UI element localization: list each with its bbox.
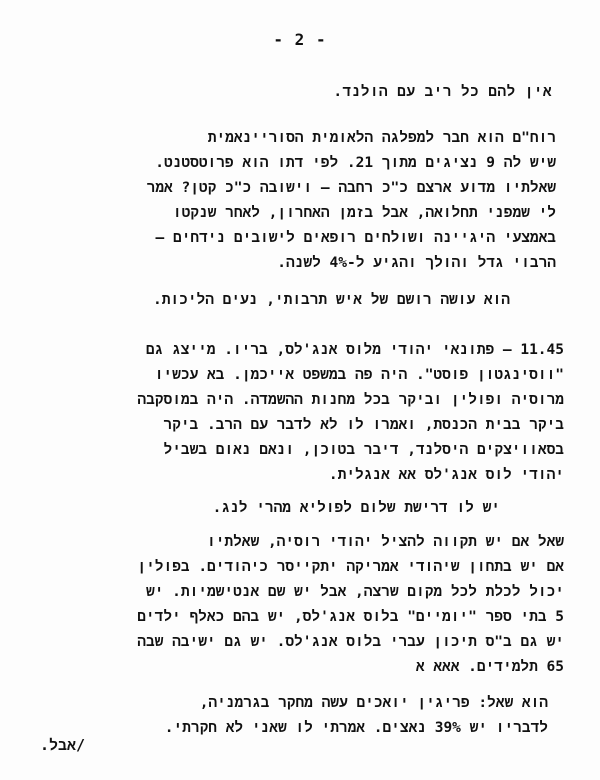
- paragraph-6-line-5: יש גם ב"ס תיכון עברי בלוס אנג'לס. יש גם ישיבה שבה: [137, 634, 564, 650]
- paragraph-6-line-3: יכול לכלת לכל מקום שרצה, אבל יש שם אנטישמיות. יש: [146, 584, 564, 600]
- paragraph-1-line-1: אין להם כל ריב עם הולנד.: [333, 84, 552, 100]
- paragraph-2-line-4: לי שמפני תחלואה, אבל בזמן האחרון, לאחר שנקטו: [172, 205, 556, 221]
- page-number: - 2 -: [273, 30, 327, 49]
- paragraph-3-line-1: הוא עושה רושם של איש תרבותי, נעים הליכות.: [152, 292, 510, 308]
- paragraph-6-line-1: שאל אם יש תקווה להציל יהודי רוסיה, שאלתיו: [207, 534, 564, 550]
- paragraph-4-line-5: בסאוויצקים היסלנד, דיבר בטוכן, ונאם נאום בשביל: [163, 442, 564, 458]
- paragraph-5-line-1: יש לו דרישת שלום לפוליא מהרי לנג.: [212, 500, 500, 516]
- paragraph-6-line-2: אם יש בתחון שיהודי אמריקה יתקייסר כיהודים. בפולין: [137, 559, 564, 575]
- paragraph-6-line-4: 5 בתי ספר "יומיים" בלוס אנג'לס, יש בהם כאלף ילדים: [137, 609, 564, 625]
- paragraph-7-line-2: לדבריו יש 39% נאצים. אמרתי לו שאני לא חקרתי.: [164, 720, 548, 736]
- paragraph-2-line-5: באמצעי היגיינה ושולחים רופאים לישובים נידחים –: [155, 230, 556, 246]
- continuation-marker: /אבל.: [40, 736, 86, 754]
- paragraph-4-line-3: מרוסיה ופולין וביקר בכל מחנות ההשמדה. היה במוסקבה: [137, 392, 564, 408]
- paragraph-7-line-1: הוא שאל: פריגין יואכים עשה מחקר בגרמניה,: [199, 695, 548, 711]
- paragraph-4-line-6: יהודי לוס אנג'לס אא אנגלית.: [328, 467, 564, 483]
- paragraph-2-line-6: הרבוי גדל והולך והגיע ל-4% לשנה.: [277, 255, 556, 271]
- paragraph-2-line-2: שיש לה 9 נציגים מתוך 21. לפי דתו הוא פרוטסטנט.: [155, 155, 556, 171]
- paragraph-2-line-1: רוח"ם הוא חבר למפלגה הלאומית הסוריינאמית: [207, 130, 556, 146]
- paragraph-4-line-2: "ווסינגטון פוסט". היה פה במשפט אייכמן. בא עכשיו: [154, 367, 564, 383]
- paragraph-6-line-6: 65 תלמידים. אאא א: [415, 659, 564, 675]
- paragraph-2-line-3: שאלתיו מדוע ארצם כ"כ רחבה – וישובה כ"כ קטן? אמר: [146, 180, 556, 196]
- paragraph-4-line-4: ביקר בבית הכנסת, ואמרו לו לא לדבר עם הרב. ביקר: [163, 417, 564, 433]
- paragraph-4-line-1: 11.45 – פתונאי יהודי מלוס אנג'לס, בריו. מייצג גם: [145, 342, 564, 358]
